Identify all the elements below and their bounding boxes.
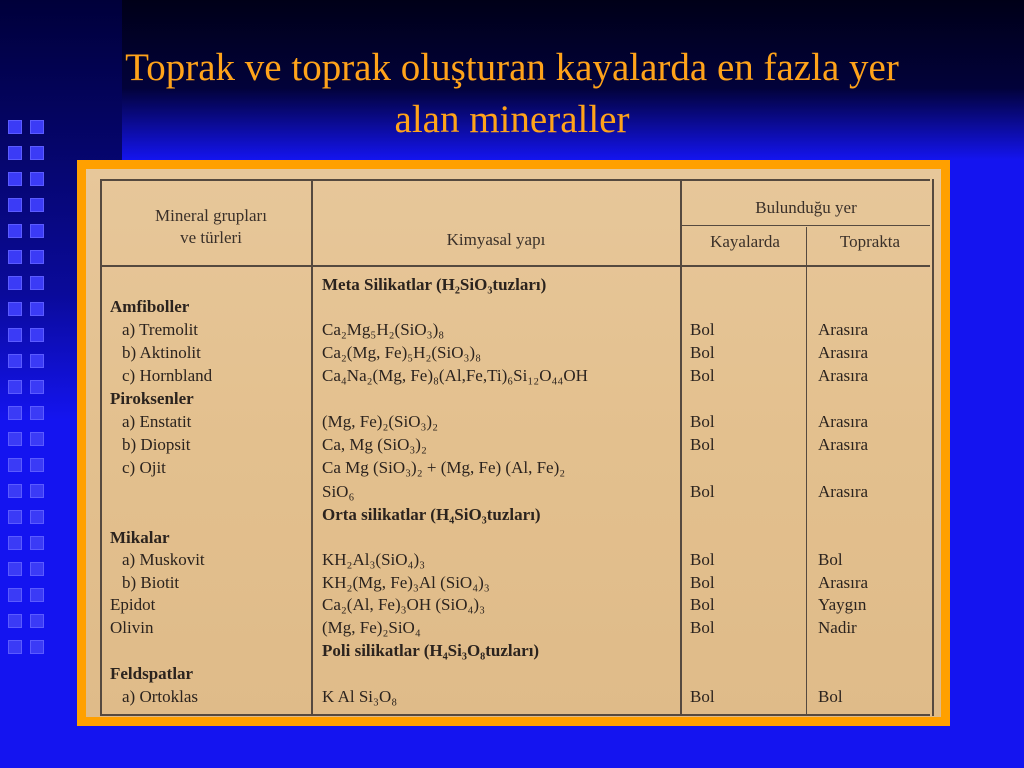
soil-abundance: Bol — [818, 550, 843, 569]
header-in-soil: Toprakta — [839, 232, 901, 251]
soil-abundance: Arasıra — [818, 573, 869, 592]
rock-abundance: Bol — [690, 573, 715, 592]
chemical-formula: KH₂(Mg, Fe)₃Al (SiO₄)₃ — [322, 573, 490, 592]
mineral-name: b) Diopsit — [122, 435, 191, 454]
mineral-table — [86, 169, 941, 717]
mineral-name: c) Ojit — [122, 458, 166, 477]
soil-abundance: Arasıra — [818, 343, 869, 362]
mineral-name: Epidot — [110, 595, 156, 614]
chemical-formula: Ca, Mg (SiO₃)₂ — [322, 435, 427, 454]
soil-abundance: Arasıra — [818, 366, 869, 385]
mineral-name: c) Hornbland — [122, 366, 213, 385]
decorative-squares-left — [8, 120, 22, 666]
slide-title-line1: Toprak ve toprak oluşturan kayalarda en fazla yer — [125, 46, 899, 89]
soil-abundance: Arasıra — [818, 482, 869, 501]
soil-abundance: Arasıra — [818, 412, 869, 431]
silicate-section-title: Poli silikatlar (H₄Si₃O₈tuzları) — [322, 641, 540, 660]
soil-abundance: Yaygın — [818, 595, 867, 614]
chemical-formula: Ca₂(Mg, Fe)₅H₂(SiO₃)₈ — [322, 343, 482, 362]
soil-abundance: Nadir — [818, 618, 857, 637]
chemical-formula: K Al Si₃O₈ — [322, 687, 398, 706]
soil-abundance: Arasıra — [818, 435, 869, 454]
header-group-rule — [682, 225, 930, 226]
column-rule-2 — [680, 179, 682, 716]
chemical-formula: (Mg, Fe)₂SiO₄ — [322, 618, 421, 637]
header-mineral-groups — [116, 205, 306, 249]
header-chemical-structure: Kimyasal yapı — [446, 230, 546, 249]
slide-title — [40, 42, 984, 146]
rock-abundance: Bol — [690, 412, 715, 431]
chemical-formula: (Mg, Fe)₂(SiO₃)₂ — [322, 412, 438, 431]
header-mineral-line2: ve türleri — [180, 228, 242, 247]
mineral-name: b) Biotit — [122, 573, 180, 592]
chemical-formula: Ca₄Na₂(Mg, Fe)₈(Al,Fe,Ti)₆Si₁₂O₄₄OH — [322, 366, 588, 385]
table-top-rule — [100, 179, 930, 181]
mineral-name: b) Aktinolit — [122, 343, 201, 362]
chemical-formula: KH₂Al₃(SiO₄)₃ — [322, 550, 426, 569]
column-rule-3 — [806, 227, 807, 716]
header-mineral-line1: Mineral grupları — [155, 206, 267, 225]
rock-abundance: Bol — [690, 550, 715, 569]
mineral-name: a) Muskovit — [122, 550, 205, 569]
mineral-name: Olivin — [110, 618, 154, 637]
header-in-rocks: Kayalarda — [710, 232, 780, 251]
slide-title-line2: alan mineraller — [394, 98, 630, 141]
chemical-formula: Ca Mg (SiO₃)₂ + (Mg, Fe) (Al, Fe)₂ — [322, 458, 566, 477]
mineral-group-name: Amfiboller — [110, 297, 190, 316]
silicate-section-title: Orta silikatlar (H₄SiO₃tuzları) — [322, 505, 541, 524]
column-rule-1 — [311, 179, 313, 716]
rock-abundance: Bol — [690, 435, 715, 454]
mineral-group-name: Piroksenler — [110, 389, 194, 408]
chemical-formula: Ca₂(Al, Fe)₃OH (SiO₄)₃ — [322, 595, 485, 614]
decorative-squares-right — [30, 120, 44, 666]
rock-abundance: Bol — [690, 343, 715, 362]
rock-abundance: Bol — [690, 687, 715, 706]
rock-abundance: Bol — [690, 320, 715, 339]
chemical-formula: Ca₂Mg₅H₂(SiO₃)₈ — [322, 320, 445, 339]
mineral-name: a) Ortoklas — [122, 687, 199, 706]
mineral-name: a) Enstatit — [122, 412, 192, 431]
silicate-section-title: Meta Silikatlar (H₂SiO₃tuzları) — [322, 275, 547, 294]
rock-abundance: Bol — [690, 482, 715, 501]
mineral-group-name: Feldspatlar — [110, 664, 194, 683]
mineral-group-name: Mikalar — [110, 528, 170, 547]
table-left-rule — [100, 179, 102, 716]
header-location: Bulunduğu yer — [755, 198, 857, 217]
mineral-name: a) Tremolit — [122, 320, 199, 339]
soil-abundance: Arasıra — [818, 320, 869, 339]
chemical-formula: SiO₆ — [322, 482, 355, 501]
rock-abundance: Bol — [690, 366, 715, 385]
table-right-rule — [932, 179, 934, 716]
rock-abundance: Bol — [690, 618, 715, 637]
soil-abundance: Bol — [818, 687, 843, 706]
rock-abundance: Bol — [690, 595, 715, 614]
